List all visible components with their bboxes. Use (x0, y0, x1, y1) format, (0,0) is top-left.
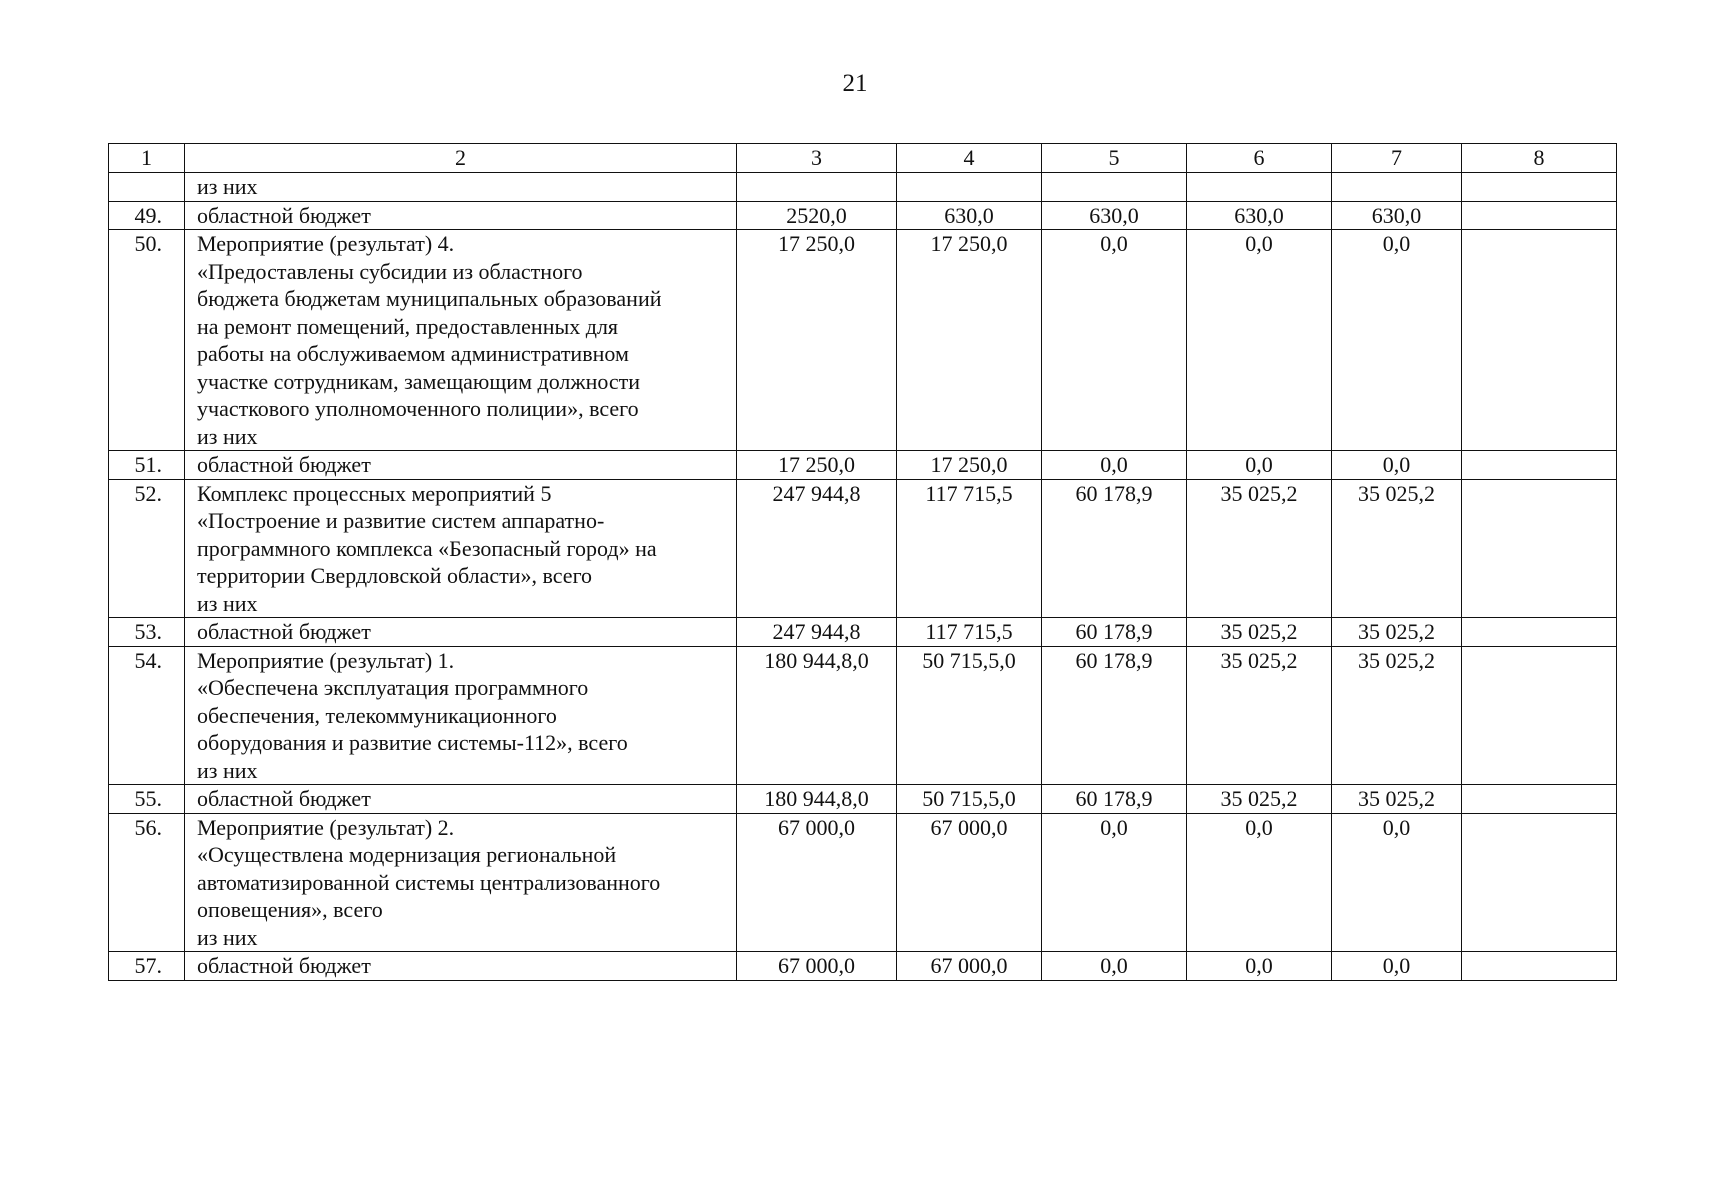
row-name-line: «Осуществлена модернизация региональной (197, 842, 617, 867)
column-number-cell: 7 (1332, 144, 1462, 173)
value-cell-col-8 (1462, 201, 1617, 230)
value-cell-col-8 (1462, 785, 1617, 814)
value-cell-col-4 (897, 173, 1042, 202)
row-name (185, 952, 737, 981)
row-name-line: Мероприятие (результат) 1. (197, 647, 455, 673)
column-number-cell: 1 (109, 144, 185, 173)
budget-table (108, 143, 1617, 981)
value-cell-col-6: 35 025,2 (1187, 785, 1332, 814)
value-cell-col-8 (1462, 173, 1617, 202)
value-cell-col-3: 67 000,0 (737, 813, 897, 952)
table-row (109, 618, 1617, 647)
row-name-line: из них (197, 590, 258, 616)
value-cell-col-4: 17 250,0 (897, 451, 1042, 480)
value-cell-col-7: 0,0 (1332, 451, 1462, 480)
row-number: 51. (109, 451, 185, 480)
value-cell-col-3: 17 250,0 (737, 230, 897, 451)
row-name-line: программного комплекса «Безопасный город» на (197, 535, 657, 561)
row-number (109, 173, 185, 202)
value-cell-col-5: 60 178,9 (1042, 479, 1187, 618)
column-number-row (109, 144, 1617, 173)
value-cell-col-8 (1462, 230, 1617, 451)
value-cell-col-7: 35 025,2 (1332, 479, 1462, 618)
value-cell-col-4: 67 000,0 (897, 952, 1042, 981)
value-cell-col-5: 0,0 (1042, 813, 1187, 952)
row-number: 54. (109, 646, 185, 785)
value-cell-col-5: 60 178,9 (1042, 646, 1187, 785)
value-cell-col-3: 180 944,8,0 (737, 785, 897, 814)
row-name (185, 479, 737, 618)
value-cell-col-3: 2520,0 (737, 201, 897, 230)
table-row (109, 479, 1617, 618)
column-number-cell: 3 (737, 144, 897, 173)
value-cell-col-8 (1462, 618, 1617, 647)
value-cell-col-4: 117 715,5 (897, 479, 1042, 618)
row-name-line: областной бюджет (197, 953, 371, 978)
column-number-cell: 4 (897, 144, 1042, 173)
row-name-line: «Построение и развитие систем аппаратно- (197, 508, 605, 533)
value-cell-col-7: 0,0 (1332, 230, 1462, 451)
row-name (185, 618, 737, 647)
value-cell-col-6: 35 025,2 (1187, 646, 1332, 785)
row-number: 53. (109, 618, 185, 647)
value-cell-col-6: 0,0 (1187, 451, 1332, 480)
value-cell-col-8 (1462, 952, 1617, 981)
row-name (185, 451, 737, 480)
table-row (109, 785, 1617, 814)
row-name (185, 201, 737, 230)
row-number: 50. (109, 230, 185, 451)
row-name-line: автоматизированной системы централизованного (197, 869, 661, 895)
value-cell-col-7: 0,0 (1332, 813, 1462, 952)
value-cell-col-6: 35 025,2 (1187, 479, 1332, 618)
row-name-line: Мероприятие (результат) 4. (197, 231, 455, 256)
row-number: 49. (109, 201, 185, 230)
value-cell-col-4: 630,0 (897, 201, 1042, 230)
row-name-line: участке сотрудникам, замещающим должности (197, 368, 641, 394)
row-name-line: территории Свердловской области», всего (197, 563, 593, 588)
row-name-line: из них (197, 924, 258, 950)
row-name (185, 230, 737, 451)
value-cell-col-5: 0,0 (1042, 451, 1187, 480)
row-name-line: «Предоставлены субсидии из областного (197, 258, 583, 284)
row-number: 52. (109, 479, 185, 618)
row-name (185, 646, 737, 785)
row-name (185, 173, 737, 202)
table-row (109, 646, 1617, 785)
row-number: 55. (109, 785, 185, 814)
row-name-line: на ремонт помещений, предоставленных для (197, 313, 619, 339)
row-name-line: областной бюджет (197, 619, 371, 644)
value-cell-col-7: 35 025,2 (1332, 618, 1462, 647)
value-cell-col-5: 60 178,9 (1042, 618, 1187, 647)
column-number-cell: 6 (1187, 144, 1332, 173)
table-body (109, 144, 1617, 981)
row-name-line: Комплекс процессных мероприятий 5 (197, 480, 552, 506)
column-number-cell: 2 (185, 144, 737, 173)
value-cell-col-3: 67 000,0 (737, 952, 897, 981)
row-name-line: обеспечения, телекоммуникационного (197, 702, 557, 728)
row-name-line: бюджета бюджетам муниципальных образований (197, 286, 662, 311)
row-name-line: участкового уполномоченного полиции», всего (197, 396, 639, 421)
value-cell-col-4: 50 715,5,0 (897, 646, 1042, 785)
value-cell-col-8 (1462, 451, 1617, 480)
value-cell-col-3: 247 944,8 (737, 479, 897, 618)
column-number-cell: 8 (1462, 144, 1617, 173)
value-cell-col-7: 630,0 (1332, 201, 1462, 230)
value-cell-col-4: 17 250,0 (897, 230, 1042, 451)
value-cell-col-3 (737, 173, 897, 202)
row-name-line: оборудования и развитие системы-112», всего (197, 730, 628, 755)
table-row (109, 230, 1617, 451)
row-number: 56. (109, 813, 185, 952)
value-cell-col-4: 50 715,5,0 (897, 785, 1042, 814)
value-cell-col-7: 35 025,2 (1332, 785, 1462, 814)
value-cell-col-5: 630,0 (1042, 201, 1187, 230)
value-cell-col-7 (1332, 173, 1462, 202)
row-name (185, 785, 737, 814)
value-cell-col-7: 0,0 (1332, 952, 1462, 981)
table-row (109, 813, 1617, 952)
page-number: 21 (842, 70, 868, 97)
value-cell-col-8 (1462, 646, 1617, 785)
value-cell-col-8 (1462, 813, 1617, 952)
table-row (109, 451, 1617, 480)
value-cell-col-6: 630,0 (1187, 201, 1332, 230)
value-cell-col-6: 35 025,2 (1187, 618, 1332, 647)
row-name (185, 813, 737, 952)
value-cell-col-6 (1187, 173, 1332, 202)
value-cell-col-6: 0,0 (1187, 813, 1332, 952)
value-cell-col-8 (1462, 479, 1617, 618)
column-number-cell: 5 (1042, 144, 1187, 173)
table-row (109, 952, 1617, 981)
value-cell-col-5: 0,0 (1042, 230, 1187, 451)
value-cell-col-7: 35 025,2 (1332, 646, 1462, 785)
row-name-line: областной бюджет (197, 452, 371, 477)
value-cell-col-5: 60 178,9 (1042, 785, 1187, 814)
row-name-line: областной бюджет (197, 786, 371, 811)
value-cell-col-6: 0,0 (1187, 952, 1332, 981)
row-name-line: из них (197, 757, 258, 783)
table-row (109, 173, 1617, 202)
row-name-line: областной бюджет (197, 202, 371, 228)
value-cell-col-6: 0,0 (1187, 230, 1332, 451)
row-number: 57. (109, 952, 185, 981)
row-name-line: «Обеспечена эксплуатация программного (197, 675, 589, 700)
value-cell-col-3: 17 250,0 (737, 451, 897, 480)
row-name-line: работы на обслуживаемом административном (197, 341, 629, 366)
table-row (109, 201, 1617, 230)
row-name-line: из них (197, 423, 258, 449)
value-cell-col-5 (1042, 173, 1187, 202)
value-cell-col-4: 67 000,0 (897, 813, 1042, 952)
value-cell-col-3: 247 944,8 (737, 618, 897, 647)
value-cell-col-5: 0,0 (1042, 952, 1187, 981)
value-cell-col-4: 117 715,5 (897, 618, 1042, 647)
row-name-line: оповещения», всего (197, 897, 383, 922)
row-name-line: Мероприятие (результат) 2. (197, 814, 455, 840)
value-cell-col-3: 180 944,8,0 (737, 646, 897, 785)
row-name-line: из них (197, 174, 258, 199)
